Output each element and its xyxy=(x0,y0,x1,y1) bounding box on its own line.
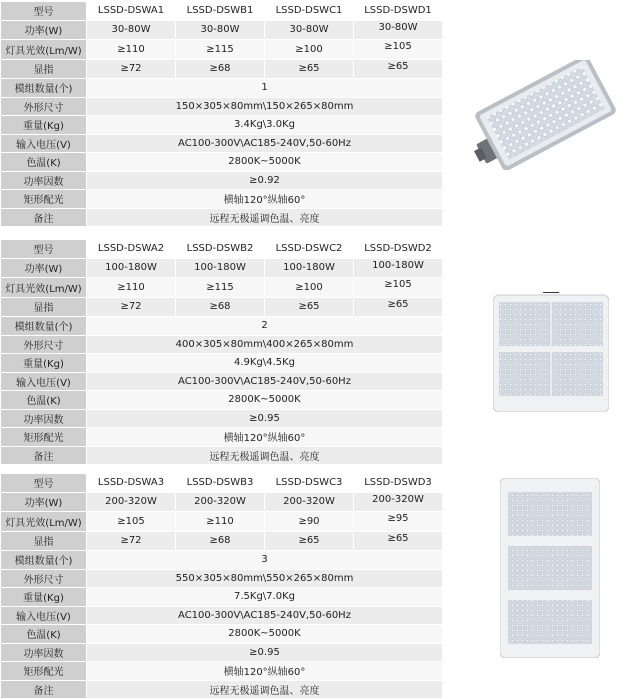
weight-label: 重量(Kg) xyxy=(1,354,87,373)
model-c: LSSD-DSWC2 xyxy=(265,240,354,258)
model-row xyxy=(1,240,443,258)
cri-a: ≥72 xyxy=(87,297,176,317)
power-a: 100-180W xyxy=(87,258,176,278)
efficacy-b: ≥110 xyxy=(176,512,265,532)
efficacy-a: ≥110 xyxy=(87,278,176,298)
beam-value: 横轴120°纵轴60° xyxy=(87,190,443,209)
spec-table-3 xyxy=(1,474,443,699)
pf-row xyxy=(1,171,443,190)
modules-row xyxy=(1,551,443,570)
voltage-value: AC100-300V\AC185-240V,50-60Hz xyxy=(87,606,443,625)
beam-row xyxy=(1,428,443,447)
cct-label: 色温(K) xyxy=(1,153,87,172)
note-row xyxy=(1,446,443,465)
weight-value: 4.9Kg\4.5Kg xyxy=(87,354,443,373)
modules-value: 1 xyxy=(87,79,443,98)
model-row xyxy=(1,474,443,492)
power-b: 100-180W xyxy=(176,258,265,278)
note-row xyxy=(1,680,443,699)
beam-label: 矩形配光 xyxy=(1,190,87,209)
dimensions-row xyxy=(1,97,443,116)
voltage-label: 输入电压(V) xyxy=(1,134,87,153)
efficacy-label: 灯具光效(Lm/W) xyxy=(1,278,87,298)
cri-label: 显指 xyxy=(1,531,87,551)
dimensions-row xyxy=(1,569,443,588)
dimensions-label: 外形尺寸 xyxy=(1,569,87,588)
cri-c: ≥65 xyxy=(265,531,354,551)
cri-b: ≥68 xyxy=(176,531,265,551)
cct-row xyxy=(1,153,443,172)
model-b: LSSD-DSWB3 xyxy=(176,474,265,492)
cri-d: ≥65 xyxy=(354,59,443,79)
efficacy-b: ≥115 xyxy=(176,40,265,60)
efficacy-a: ≥110 xyxy=(87,40,176,60)
efficacy-d: ≥105 xyxy=(354,278,443,298)
beam-row xyxy=(1,190,443,209)
power-d: 30-80W xyxy=(354,20,443,40)
dimensions-label: 外形尺寸 xyxy=(1,335,87,354)
power-c: 200-320W xyxy=(265,492,354,512)
beam-label: 矩形配光 xyxy=(1,428,87,447)
cri-d: ≥65 xyxy=(354,297,443,317)
note-label: 备注 xyxy=(1,446,87,465)
model-row xyxy=(1,2,443,20)
efficacy-c: ≥90 xyxy=(265,512,354,532)
pf-value: ≥0.92 xyxy=(87,171,443,190)
modules-label: 模组数量(个) xyxy=(1,551,87,570)
weight-row xyxy=(1,354,443,373)
weight-row xyxy=(1,116,443,135)
floodlight-3-module-photo xyxy=(500,478,600,658)
model-label: 型号 xyxy=(1,240,87,258)
power-b: 200-320W xyxy=(176,492,265,512)
model-label: 型号 xyxy=(1,2,87,20)
modules-value: 2 xyxy=(87,317,443,336)
power-d: 200-320W xyxy=(354,492,443,512)
power-label: 功率(W) xyxy=(1,258,87,278)
efficacy-row xyxy=(1,278,443,298)
model-d: LSSD-DSWD1 xyxy=(354,2,443,20)
beam-label: 矩形配光 xyxy=(1,662,87,681)
modules-label: 模组数量(个) xyxy=(1,317,87,336)
model-a: LSSD-DSWA3 xyxy=(87,474,176,492)
model-d: LSSD-DSWD2 xyxy=(354,240,443,258)
cct-value: 2800K~5000K xyxy=(87,391,443,410)
model-d: LSSD-DSWD3 xyxy=(354,474,443,492)
note-value: 远程无极遥调色温、亮度 xyxy=(87,680,443,699)
note-value: 远程无极遥调色温、亮度 xyxy=(87,446,443,465)
cct-label: 色温(K) xyxy=(1,391,87,410)
dimensions-row xyxy=(1,335,443,354)
efficacy-row xyxy=(1,512,443,532)
cct-value: 2800K~5000K xyxy=(87,625,443,644)
efficacy-d: ≥105 xyxy=(354,40,443,60)
voltage-label: 输入电压(V) xyxy=(1,372,87,391)
dimensions-value: 550×305×80mm\550×265×80mm xyxy=(87,569,443,588)
cri-c: ≥65 xyxy=(265,297,354,317)
model-a: LSSD-DSWA1 xyxy=(87,2,176,20)
pf-label: 功率因数 xyxy=(1,409,87,428)
efficacy-a: ≥105 xyxy=(87,512,176,532)
pf-row xyxy=(1,409,443,428)
power-b: 30-80W xyxy=(176,20,265,40)
power-d: 100-180W xyxy=(354,258,443,278)
model-c: LSSD-DSWC1 xyxy=(265,2,354,20)
power-row xyxy=(1,258,443,278)
power-row xyxy=(1,492,443,512)
cri-label: 显指 xyxy=(1,297,87,317)
cri-row xyxy=(1,297,443,317)
cri-b: ≥68 xyxy=(176,59,265,79)
power-label: 功率(W) xyxy=(1,20,87,40)
cct-label: 色温(K) xyxy=(1,625,87,644)
efficacy-c: ≥100 xyxy=(265,278,354,298)
efficacy-b: ≥115 xyxy=(176,278,265,298)
cct-row xyxy=(1,625,443,644)
cct-row xyxy=(1,391,443,410)
voltage-row xyxy=(1,372,443,391)
model-b: LSSD-DSWB2 xyxy=(176,240,265,258)
modules-value: 3 xyxy=(87,551,443,570)
cri-c: ≥65 xyxy=(265,59,354,79)
beam-value: 横轴120°纵轴60° xyxy=(87,662,443,681)
voltage-value: AC100-300V\AC185-240V,50-60Hz xyxy=(87,134,443,153)
modules-row xyxy=(1,79,443,98)
voltage-label: 输入电压(V) xyxy=(1,606,87,625)
dimensions-value: 150×305×80mm\150×265×80mm xyxy=(87,97,443,116)
cri-b: ≥68 xyxy=(176,297,265,317)
dimensions-label: 外形尺寸 xyxy=(1,97,87,116)
pf-value: ≥0.95 xyxy=(87,409,443,428)
model-c: LSSD-DSWC3 xyxy=(265,474,354,492)
power-row xyxy=(1,20,443,40)
model-b: LSSD-DSWB1 xyxy=(176,2,265,20)
weight-value: 7.5Kg\7.0Kg xyxy=(87,588,443,607)
weight-label: 重量(Kg) xyxy=(1,588,87,607)
power-c: 100-180W xyxy=(265,258,354,278)
spec-table-1 xyxy=(1,2,443,227)
power-c: 30-80W xyxy=(265,20,354,40)
dimensions-value: 400×305×80mm\400×265×80mm xyxy=(87,335,443,354)
weight-label: 重量(Kg) xyxy=(1,116,87,135)
model-label: 型号 xyxy=(1,474,87,492)
beam-value: 横轴120°纵轴60° xyxy=(87,428,443,447)
cri-row xyxy=(1,531,443,551)
pf-value: ≥0.95 xyxy=(87,643,443,662)
modules-row xyxy=(1,317,443,336)
weight-row xyxy=(1,588,443,607)
note-label: 备注 xyxy=(1,208,87,227)
voltage-value: AC100-300V\AC185-240V,50-60Hz xyxy=(87,372,443,391)
power-a: 200-320W xyxy=(87,492,176,512)
power-a: 30-80W xyxy=(87,20,176,40)
cri-row xyxy=(1,59,443,79)
pf-row xyxy=(1,643,443,662)
voltage-row xyxy=(1,606,443,625)
weight-value: 3.4Kg\3.0Kg xyxy=(87,116,443,135)
note-label: 备注 xyxy=(1,680,87,699)
voltage-row xyxy=(1,134,443,153)
cri-a: ≥72 xyxy=(87,59,176,79)
cct-value: 2800K~5000K xyxy=(87,153,443,172)
note-value: 远程无极遥调色温、亮度 xyxy=(87,208,443,227)
modules-label: 模组数量(个) xyxy=(1,79,87,98)
cri-a: ≥72 xyxy=(87,531,176,551)
note-row xyxy=(1,208,443,227)
spec-table-2 xyxy=(1,240,443,465)
efficacy-row xyxy=(1,40,443,60)
efficacy-d: ≥95 xyxy=(354,512,443,532)
pf-label: 功率因数 xyxy=(1,643,87,662)
model-a: LSSD-DSWA2 xyxy=(87,240,176,258)
beam-row xyxy=(1,662,443,681)
floodlight-2-module-photo xyxy=(493,292,609,412)
efficacy-label: 灯具光效(Lm/W) xyxy=(1,40,87,60)
power-label: 功率(W) xyxy=(1,492,87,512)
cri-label: 显指 xyxy=(1,59,87,79)
efficacy-c: ≥100 xyxy=(265,40,354,60)
cri-d: ≥65 xyxy=(354,531,443,551)
floodlight-1-module-photo xyxy=(462,60,622,170)
efficacy-label: 灯具光效(Lm/W) xyxy=(1,512,87,532)
pf-label: 功率因数 xyxy=(1,171,87,190)
